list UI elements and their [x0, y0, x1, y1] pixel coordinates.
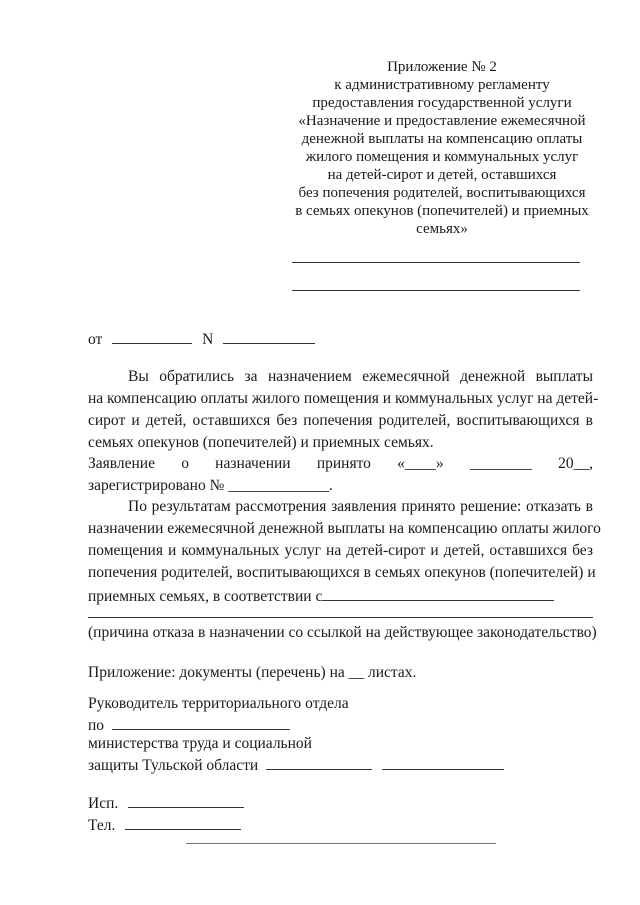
executor-label: Исп.	[88, 795, 119, 812]
phone-label: Тел.	[88, 817, 116, 834]
appendix-line: «Назначение и предоставление ежемесячной	[298, 113, 586, 129]
recipient-line	[292, 262, 580, 263]
paragraph-line: семьях опекунов (попечителей) и приемных семьях.	[88, 434, 434, 451]
footer-separator	[186, 843, 496, 844]
executor-blank	[128, 793, 244, 808]
region-label: защиты Тульской области	[88, 757, 259, 774]
dept-blank	[112, 715, 290, 730]
appendix-line: жилого помещения и коммунальных услуг	[305, 149, 579, 165]
appendix-line: в семьях опекунов (попечителей) и приемных	[295, 203, 589, 219]
appendix-line: предоставления государственной услуги	[312, 95, 572, 111]
date-blank	[112, 329, 192, 344]
recipient-line	[292, 290, 580, 291]
reason-intro: приемных семьях, в соответствии с	[88, 588, 323, 605]
from-label: от	[88, 331, 103, 348]
application-month: ________	[469, 455, 532, 472]
signature-title: Руководитель территориального отдела	[88, 695, 349, 712]
paragraph-line: Вы обратились за назначением ежемесячной денежной выплаты	[128, 368, 593, 385]
executor-row	[88, 793, 244, 813]
name-blank	[382, 755, 504, 770]
appendix-line: на детей-сирот и детей, оставшихся	[327, 167, 557, 183]
application-word: о	[181, 455, 189, 472]
phone-blank	[125, 815, 241, 830]
application-word: назначении	[215, 455, 291, 472]
signature-blank	[266, 755, 372, 770]
registration-line: зарегистрировано № _____________.	[88, 477, 333, 494]
application-word: Заявление	[88, 455, 155, 472]
paragraph-line: По результатам рассмотрения заявления принято решение: отказать в	[128, 498, 593, 515]
signature-ministry: министерства труда и социальной	[88, 735, 312, 752]
appendix-line: семьях»	[416, 221, 468, 237]
paragraph-line: назначении ежемесячной денежной выплаты на компенсацию оплаты жилого	[88, 520, 601, 537]
paragraph-line	[88, 586, 554, 606]
appendix-line: Приложение № 2	[387, 59, 497, 75]
signature-region	[88, 755, 504, 775]
attachment-line: Приложение: документы (перечень) на __ листах.	[88, 664, 417, 681]
reason-line	[88, 617, 593, 618]
dept-prefix: по	[88, 717, 105, 734]
number-label: N	[202, 331, 214, 348]
paragraph-line: помещения и коммунальных услуг на детей-сирот и детей, оставшихся без	[88, 542, 593, 559]
date-number-row	[88, 329, 315, 349]
appendix-line: денежной выплаты на компенсацию оплаты	[301, 131, 583, 147]
paragraph-line: на компенсацию оплаты жилого помещения и коммунальных услуг на детей-	[88, 390, 599, 407]
appendix-line: к административному регламенту	[334, 77, 550, 93]
application-day: «____»	[397, 455, 444, 472]
appendix-header	[284, 58, 600, 238]
signature-dept	[88, 715, 290, 735]
application-row	[88, 455, 593, 473]
phone-row	[88, 815, 241, 835]
appendix-line: без попечения родителей, воспитывающихся	[298, 185, 586, 201]
reason-blank	[322, 586, 554, 601]
paragraph-line: попечения родителей, воспитывающихся в семьях опекунов (попечителей) и	[88, 564, 596, 581]
application-year: 20__,	[558, 455, 593, 472]
application-word: принято	[316, 455, 371, 472]
refusal-caption: (причина отказа в назначении со ссылкой на действующее законодательство)	[88, 624, 597, 641]
number-blank	[223, 329, 315, 344]
paragraph-line: сирот и детей, оставшихся без попечения родителей, воспитывающихся в	[88, 412, 593, 429]
